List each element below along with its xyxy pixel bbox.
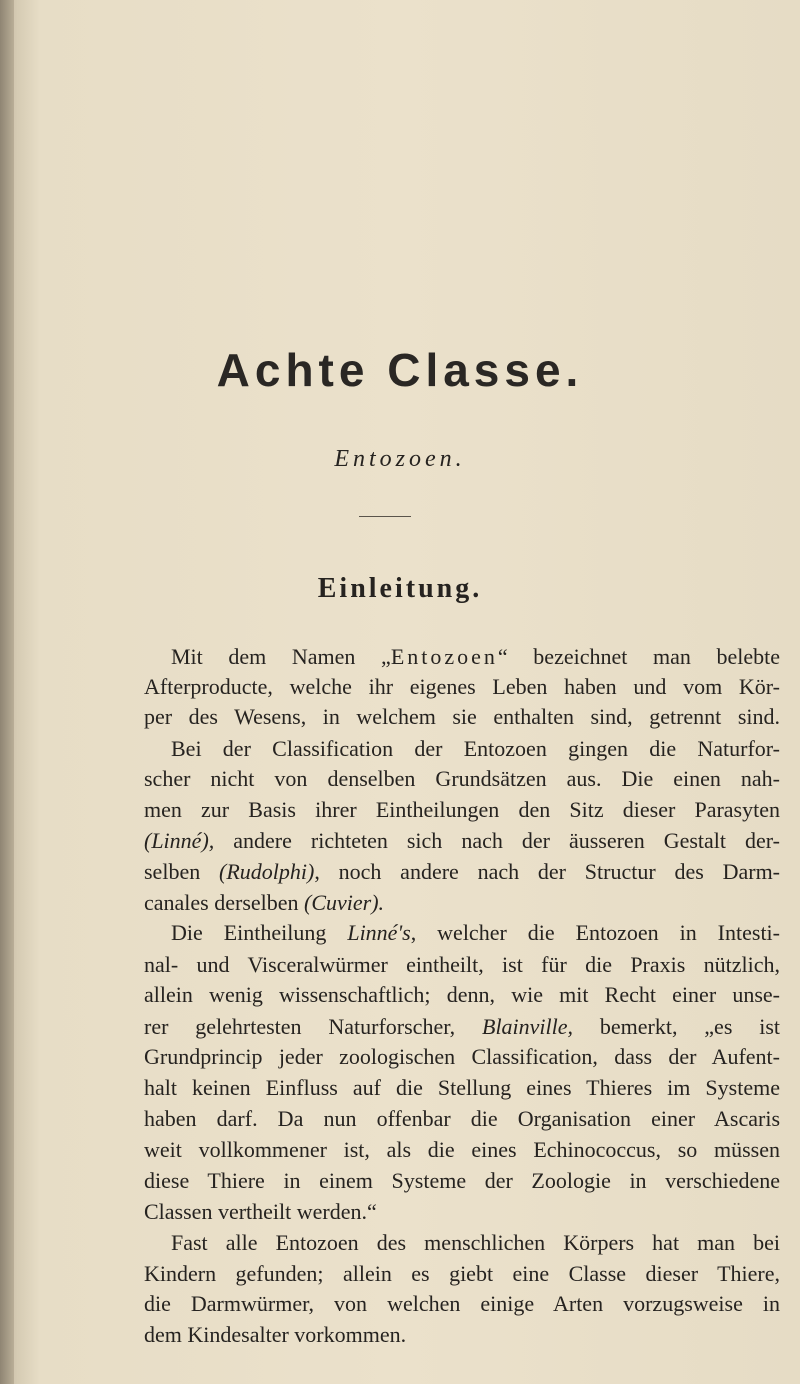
section-title: Einleitung. [317, 573, 483, 604]
citation-cuvier: (Cuvier). [304, 890, 385, 915]
text-line-9 [144, 888, 780, 918]
text-span: canales derselben [144, 890, 305, 915]
text-line-5: scher nicht von denselben Grundsätzen aus. Die einen nah- [144, 766, 780, 791]
text-line-11: nal- und Visceralwürmer eintheilt, ist für die Praxis nützlich, [144, 952, 780, 977]
text-line-3: per des Wesens, in welchem sie enthalten sind, getrennt sind. [144, 704, 780, 729]
citation-rudolphi: (Rudolphi) [219, 859, 315, 884]
text-line-19: Classen vertheilt werden.“ [144, 1199, 377, 1224]
text-line-20: Fast alle Entozoen des menschlichen Körpers hat man bei [171, 1230, 780, 1255]
text-span: “ bezeichnet man belebte [497, 644, 780, 669]
subtitle: Entozoen. [334, 446, 466, 472]
text-line-15: halt keinen Einfluss auf die Stellung eines Thieres im Systeme [144, 1075, 780, 1100]
text-span: andere richteten sich nach der äusseren Gestalt der- [214, 828, 780, 853]
page-binding-edge [0, 0, 14, 1384]
text-span-spaced: Entozoen [390, 644, 498, 669]
text-line-22: die Darmwürmer, von welchen einige Arten vorzugsweise in [144, 1291, 780, 1316]
text-line-18: diese Thiere in einem Systeme der Zoologie in verschiedene [144, 1168, 780, 1193]
citation-linnes: Linné's [347, 920, 411, 945]
text-line-10 [171, 918, 780, 948]
divider-rule [359, 516, 411, 517]
text-span: bemerkt, „es ist [573, 1014, 780, 1039]
text-line-13 [144, 1012, 780, 1042]
citation-linne: (Linné), [144, 828, 215, 853]
text-line-23: dem Kindesalter vorkommen. [144, 1322, 407, 1347]
text-line-2: Afterproducte, welche ihr eigenes Leben haben und vom Kör- [144, 674, 780, 699]
text-line-8 [144, 857, 780, 887]
text-line-17: weit vollkommener ist, als die eines Echinococcus, so müssen [144, 1137, 780, 1162]
text-line-6: men zur Basis ihrer Eintheilungen den Sitz dieser Parasyten [144, 797, 780, 822]
text-line-1 [171, 642, 780, 672]
text-line-7 [144, 826, 780, 856]
text-line-12: allein wenig wissenschaftlich; denn, wie mit Recht einer unse- [144, 982, 780, 1007]
class-title: Achte Classe. [216, 344, 584, 396]
text-span: , welcher die Entozoen in Intesti- [410, 920, 780, 945]
text-line-14: Grundprincip jeder zoologischen Classification, dass der Aufent- [144, 1044, 780, 1069]
citation-blainville: Blainville, [482, 1014, 574, 1039]
text-line-4: Bei der Classification der Entozoen gingen die Naturfor- [171, 736, 780, 761]
text-span: rer gelehrtesten Naturforscher, [144, 1014, 482, 1039]
text-span: , noch andere nach der Structur des Darm- [314, 859, 781, 884]
text-span: Die Eintheilung [171, 920, 348, 945]
text-line-21: Kindern gefunden; allein es giebt eine Classe dieser Thiere, [144, 1261, 780, 1286]
text-span: selben [144, 859, 219, 884]
text-span: Mit dem Namen „ [171, 644, 391, 669]
text-line-16: haben darf. Da nun offenbar die Organisation einer Ascaris [144, 1106, 780, 1131]
